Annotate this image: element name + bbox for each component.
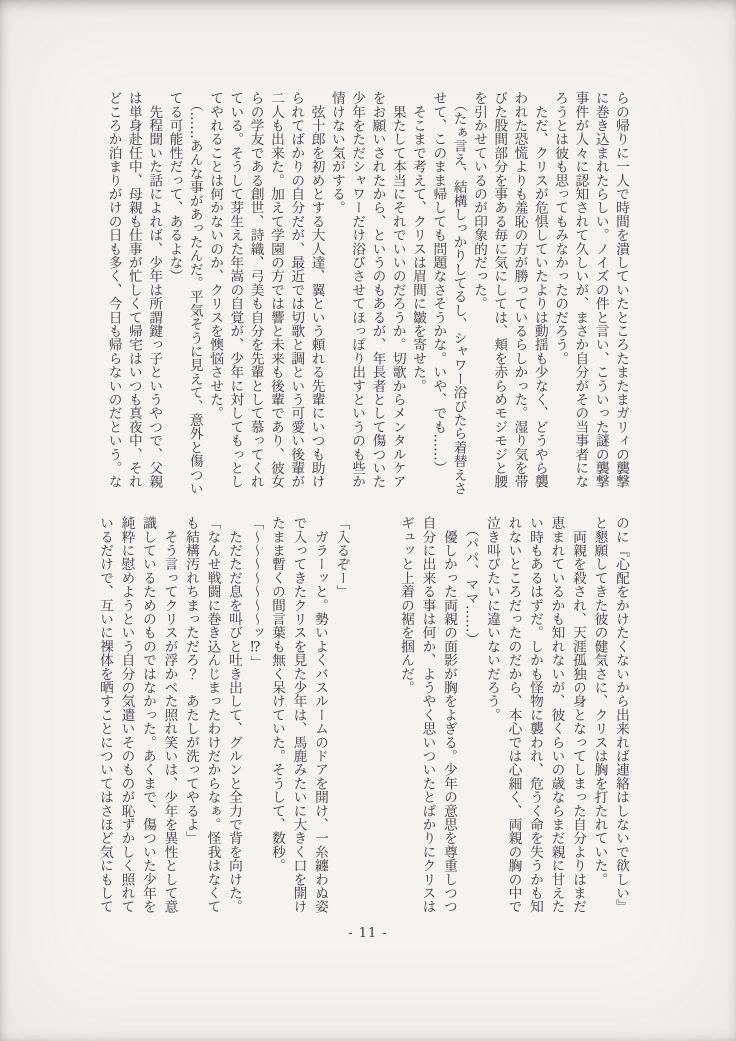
text-line: （……あんな事があったんだ。平気そうに見えて、意外と傷つい bbox=[186, 91, 203, 496]
text-line bbox=[373, 516, 395, 930]
text-line: 情けない気がする。 bbox=[328, 91, 345, 215]
text-line: せて、このまま帰しても問題なさそうかな。いや、でも……） bbox=[430, 91, 447, 475]
text-line: られてばかりの自分だが、最近では切歌と調という可愛い後輩が bbox=[288, 91, 305, 489]
text-line: 両親を殺され、天涯孤独の身となってしまった自分よりはまだ bbox=[570, 516, 586, 914]
text-line: どころか泊まりがけの日も多く、今日も帰らないのだという。な bbox=[105, 91, 122, 489]
text-line: は単身赴任中、母親も仕事が忙しくて帰宅はいつも真夜中、それ bbox=[125, 91, 142, 489]
text-line: 「〜〜〜〜〜〜〜ッ⁉」 bbox=[247, 516, 264, 669]
text-line: と懇願してきた彼の健気さに、クリスは胸を打たれていた。 bbox=[591, 516, 608, 886]
text-line: てやれることは何かないのか、クリスを懊悩させた。 bbox=[207, 91, 224, 420]
text-line: 事件が人々に認知されて久しいが、まさか自分がその当事者にな bbox=[572, 91, 589, 489]
text-line: らの帰りに一人で時間を潰していたところたまたまガリィの襲撃 bbox=[613, 91, 629, 489]
text-line: 少年をただシャワーだけ浴びさせてほっぽり出すというのも些か bbox=[349, 91, 366, 489]
text-line: いるだけで、互いに裸体を晒すことについてはさほど気にもして bbox=[97, 516, 113, 914]
text-line: ガラーッと。勢いよくバスルームのドアを開け、一糸纏わぬ姿 bbox=[312, 516, 328, 914]
text-line: い時もあるはずだ。しかも怪物に襲われ、危うく命を失うかも知 bbox=[527, 516, 543, 914]
text-line: びた股間部分を事ある毎に気にしては、頬を赤らめモジモジと腰 bbox=[491, 91, 508, 489]
text-line: 二人も出来た。加えて学園の方では響と未来も後輩であり、彼女 bbox=[267, 91, 284, 489]
text-line: のに『心配をかけたくないから出来れば連絡はしないで欲しい』 bbox=[613, 516, 629, 914]
text-line: ろうとは彼も思ってもみなかったのだろう。 bbox=[552, 91, 569, 365]
text-line: 先程聞いた話によれば、少年は所謂鍵っ子というやつで、父親 bbox=[146, 91, 163, 489]
text-line: 「入るぞー」 bbox=[333, 516, 350, 599]
text-line: 純粋に慰めようという自分の気遣いそのものが恥ずかしく照れて bbox=[118, 516, 135, 914]
text-line: ギュッと上着の裾を掴んだ。 bbox=[398, 516, 414, 695]
text-line: たまま暫くの間言葉も無く呆けていた。そうして、数秒。 bbox=[269, 516, 285, 873]
text-line: に巻き込まれたらしい。ノイズの件と言い、こういった謎の襲撃 bbox=[592, 91, 609, 489]
text-line: も結構汚れちまっただろ？ あたしが洗ってやるよ」 bbox=[183, 516, 199, 845]
text-line: そこまで考えて、クリスは眉間に皺を寄せた。 bbox=[410, 91, 427, 393]
text-line: てる可能性だって、あるよな） bbox=[166, 91, 183, 283]
text-line bbox=[352, 516, 374, 930]
text-line: 自分に出来る事は何か、ようやく思いついたとばかりにクリスは bbox=[419, 516, 436, 914]
text-line: 優しかった両親の面影が胸をよぎる。少年の意思を尊重しつつ bbox=[441, 516, 457, 914]
text-line: 果たして本当にそれでいいのだろうか。切歌からメンタルケア bbox=[389, 91, 406, 489]
text-line: ている。そうして芽生えた年嵩の自覚が、少年に対してもっとし bbox=[227, 91, 244, 489]
page-number: - 11 - bbox=[348, 926, 388, 941]
text-line: で入ってきたクリスを見た少年は、馬鹿みたいに大きく口を開け bbox=[290, 516, 307, 914]
text-line: ただ、クリスが危惧していたよりは動揺も少なく、どうやら襲 bbox=[531, 91, 548, 489]
text-line: を引かせているのが印象的だった。 bbox=[470, 91, 487, 311]
text-line: われた恐慌よりも羞恥の方が勝っているらしかった。湿り気を帯 bbox=[511, 91, 528, 489]
text-line: 弦十郎を初めとする大人達、翼という頼れる先輩にいつも助け bbox=[308, 91, 325, 489]
text-line: れないところだったのだから、本心では心細く、両親の胸の中で bbox=[505, 516, 522, 914]
text-line: 恵まれているかも知れないが、彼くらいの歳ならまだ親に甘えた bbox=[548, 516, 565, 914]
text-line: そう言ってクリスが浮かべた照れ笑いは、少年を異性として意 bbox=[161, 516, 178, 914]
text-line: ただただ息を叫びと吐き出して、グルンと全力で背を向けた。 bbox=[226, 516, 242, 914]
text-line: 泣き叫びたいに違いないだろう。 bbox=[484, 516, 500, 722]
text-line: 識しているためのものではなかった。あくまで、傷ついた少年を bbox=[140, 516, 156, 914]
text-line: 「なんせ戦闘に巻き込んじまったわけだからなぁ。怪我はなくて bbox=[204, 516, 221, 914]
text-line: （パパ、ママ……） bbox=[462, 516, 479, 647]
text-line: （たぁ言え、結構しっかりしてるし、シャワー浴びたら着替えさ bbox=[450, 91, 467, 496]
text-block-top bbox=[103, 91, 631, 505]
text-block-bottom bbox=[94, 516, 632, 930]
text-line: らの学友である創世、詩織、弓美も自分を先輩として慕ってくれ bbox=[247, 91, 264, 489]
text-line: をお願いされたから、というのもあるが、年長者として傷ついた bbox=[369, 91, 386, 489]
